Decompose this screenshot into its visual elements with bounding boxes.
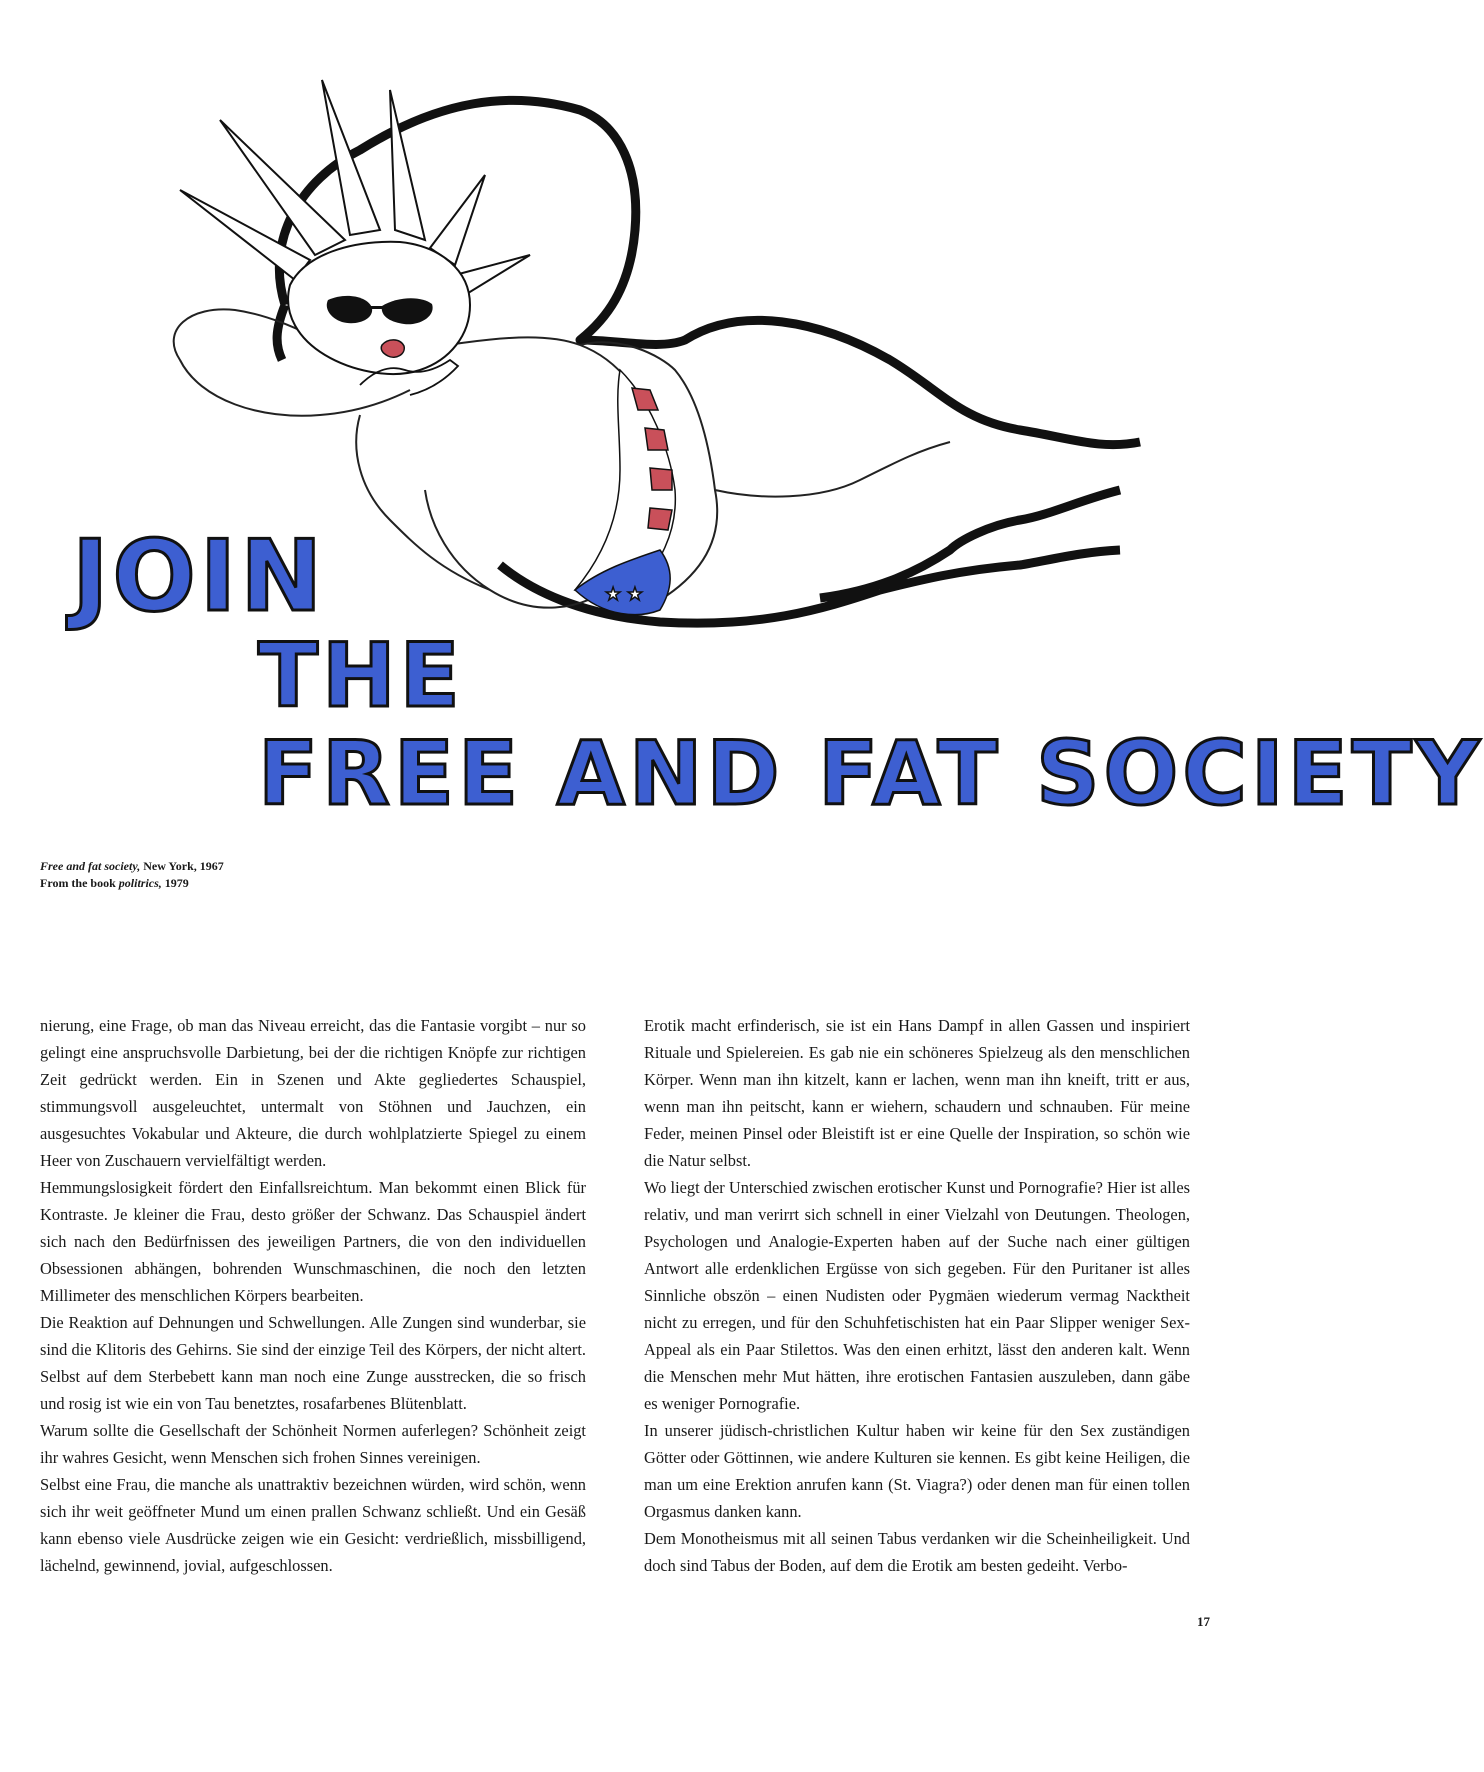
paragraph: Wo liegt der Unterschied zwischen erotischer Kunst und Pornografie? Hier ist alles relativ, und man verirrt sich schnell in einer Vielzahl von Deutungen. Theologen, Psychologen und Analogie-Experten haben auf der Suche nach einer gültigen Antwort alle erdenklichen Ergüsse von sich gegeben. Für den Puritaner ist alles Sinnliche obszön – einen Nudisten oder Pygmäen wiederum vermag Nacktheit nicht zu erregen, und für den Schuhfetischisten hat ein Paar Slipper weniger Sex-Appeal als ein Paar Stilettos. Was den einen erhitzt, lässt den anderen kalt. Wenn die Menschen mehr Mut hätten, ihre erotischen Fantasien auszuleben, dann gäbe es weniger Pornografie.: [644, 1178, 1190, 1413]
paragraph: Dem Monotheismus mit all seinen Tabus verdanken wir die Scheinheiligkeit. Und doch sind Tabus der Boden, auf dem die Erotik am besten gedeiht. Verbo-: [644, 1529, 1190, 1575]
free-and-fat-society-illustration: [60, 70, 1230, 830]
poster-title-the: THE: [258, 624, 464, 727]
text-column-right: [644, 1012, 1190, 1579]
paragraph: In unserer jüdisch-christlichen Kultur haben wir keine für den Sex zuständigen Götter oder Göttinnen, wie andere Kulturen sie kennen. Es gibt keine Heiligen, die man um eine Erektion anrufen kann (St. Viagra?) oder denen man für einen tollen Orgasmus danken kann.: [644, 1421, 1190, 1521]
poster-title-join: JOIN: [72, 520, 327, 634]
caption-book-title: politrics,: [118, 876, 162, 890]
paragraph: Hemmungslosigkeit fördert den Einfallsreichtum. Man bekommt einen Blick für Kontraste. Je kleiner die Frau, desto größer der Schwanz. Das Schauspiel ändert sich nach den Bedürfnissen des jeweiligen Partners, die von den individuellen Obsessionen abhängen, bohrenden Wunschmaschinen, die noch den letzten Millimeter des menschlichen Körpers bearbeiten.: [40, 1178, 586, 1305]
caption-line-1: [40, 858, 224, 875]
paragraph: Erotik macht erfinderisch, sie ist ein Hans Dampf in allen Gassen und inspiriert Rituale und Spielereien. Es gab nie ein schöneres Spielzeug als den menschlichen Körper. Wenn man ihn kitzelt, kann er lachen, wenn man ihn kneift, tritt er aus, wenn man ihn peitscht, kann er wiehern, schaudern und schnauben. Für meine Feder, meinen Pinsel oder Bleistift ist er eine Quelle der Inspiration, so schön wie die Natur selbst.: [644, 1016, 1190, 1170]
paragraph: nierung, eine Frage, ob man das Niveau erreicht, das die Fantasie vorgibt – nur so gelingt eine anspruchsvolle Darbietung, bei der die richtigen Knöpfe zur richtigen Zeit gedrückt werden. Ein in Szenen und Akte gegliedertes Schauspiel, stimmungsvoll ausgeleuchtet, untermalt von Stöhnen und Jauchzen, ein ausgesuchtes Vokabular und Akteure, die durch wohlplatzierte Spiegel zu einem Heer von Zuschauern vervielfältigt werden.: [40, 1016, 586, 1170]
poster-title-free-and-fat-society: FREE AND FAT SOCIETY: [258, 722, 1484, 825]
paragraph: Selbst eine Frau, die manche als unattraktiv bezeichnen würden, wird schön, wenn sich ihr weit geöffneter Mund um einen prallen Schwanz schließt. Und ein Gesäß kann ebenso viele Ausdrücke zeigen wie ein Gesicht: verdrießlich, missbilligend, lächelnd, gewinnend, jovial, aufgeschlossen.: [40, 1475, 586, 1575]
caption-line-2: [40, 875, 224, 892]
image-caption: [40, 858, 224, 892]
caption-book-year: 1979: [161, 876, 189, 890]
svg-text:★ ★: ★ ★: [605, 584, 643, 605]
text-column-left: [40, 1012, 586, 1579]
lips: [381, 340, 404, 357]
page-number: 17: [1197, 1614, 1210, 1629]
paragraph: Warum sollte die Gesellschaft der Schönheit Normen auferlegen? Schönheit zeigt ihr wahres Gesicht, wenn Menschen sich frohen Sinnes vereinigen.: [40, 1421, 586, 1467]
caption-artwork-title: Free and fat society,: [40, 859, 141, 873]
paragraph: Die Reaktion auf Dehnungen und Schwellungen. Alle Zungen sind wunderbar, sie sind die Klitoris des Gehirns. Sie sind der einzige Teil des Körpers, der nicht altert. Selbst auf dem Sterbebett kann man noch eine Zunge ausstrecken, die so frisch und rosig ist wie ein von Tau benetztes, rosafarbenes Blütenblatt.: [40, 1313, 586, 1413]
caption-source-prefix: From the book: [40, 876, 119, 890]
flag-bikini: [575, 370, 675, 615]
caption-artwork-place-year: New York, 1967: [140, 859, 224, 873]
